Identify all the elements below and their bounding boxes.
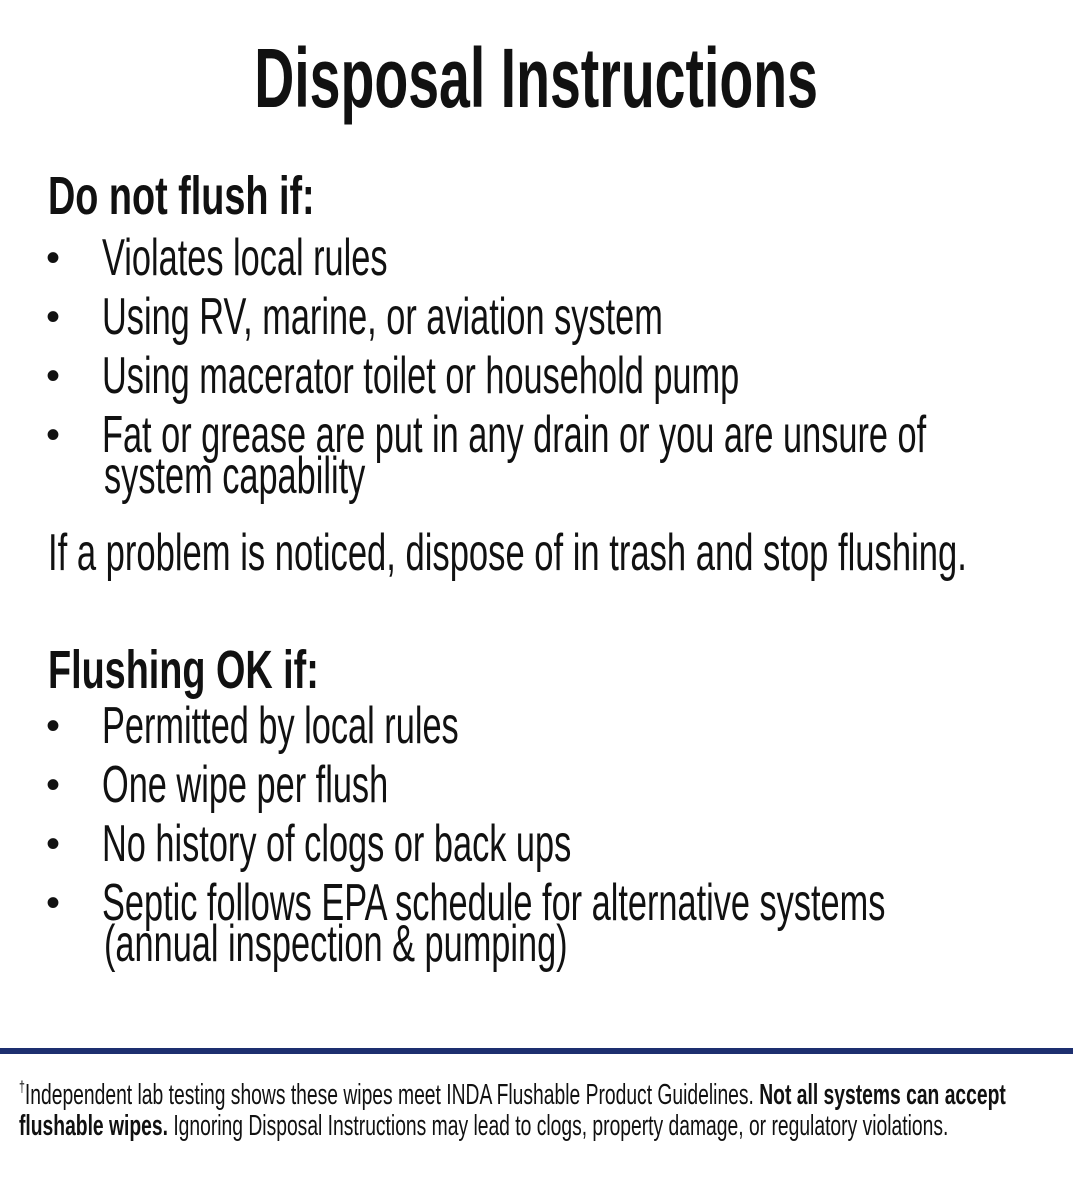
bullet-icon: • bbox=[46, 295, 61, 339]
list-item-text: Using macerator toilet or household pump bbox=[102, 347, 740, 405]
footnote-emphasis: flushable wipes. bbox=[19, 1110, 168, 1142]
divider-rule bbox=[0, 1048, 1073, 1054]
list-item-continuation: (annual inspection & pumping) bbox=[104, 915, 568, 973]
do-not-flush-heading: Do not flush if: bbox=[48, 166, 315, 226]
footnote bbox=[19, 1080, 1073, 1142]
bullet-icon: • bbox=[46, 822, 61, 866]
bullet-icon: • bbox=[46, 354, 61, 398]
page-title: Disposal Instructions bbox=[254, 31, 819, 125]
list-item-continuation: system capability bbox=[104, 447, 366, 505]
bullet-icon: • bbox=[46, 413, 61, 457]
list-item-text: Using RV, marine, or aviation system bbox=[102, 288, 663, 346]
list-item-text: Permitted by local rules bbox=[102, 697, 459, 755]
flushing-ok-heading: Flushing OK if: bbox=[48, 640, 319, 700]
footnote-emphasis: Not all systems can accept bbox=[759, 1079, 1006, 1111]
bullet-icon: • bbox=[46, 704, 61, 748]
bullet-icon: • bbox=[46, 763, 61, 807]
dagger-mark: † bbox=[19, 1079, 25, 1096]
list-item-text: No history of clogs or back ups bbox=[102, 815, 572, 873]
footnote-text: Independent lab testing shows these wipes meet INDA Flushable Product Guidelines. bbox=[24, 1079, 760, 1111]
list-item-text: Septic follows EPA schedule for alternative systems bbox=[102, 874, 886, 932]
bullet-icon: • bbox=[46, 236, 61, 280]
bullet-icon: • bbox=[46, 881, 61, 925]
problem-note: If a problem is noticed, dispose of in trash and stop flushing. bbox=[48, 524, 967, 582]
list-item-text: Fat or grease are put in any drain or you are unsure of bbox=[102, 406, 927, 464]
list-item-text: One wipe per flush bbox=[102, 756, 389, 814]
list-item-text: Violates local rules bbox=[102, 229, 388, 287]
footnote-text: Ignoring Disposal Instructions may lead to clogs, property damage, or regulatory violations. bbox=[167, 1110, 949, 1142]
